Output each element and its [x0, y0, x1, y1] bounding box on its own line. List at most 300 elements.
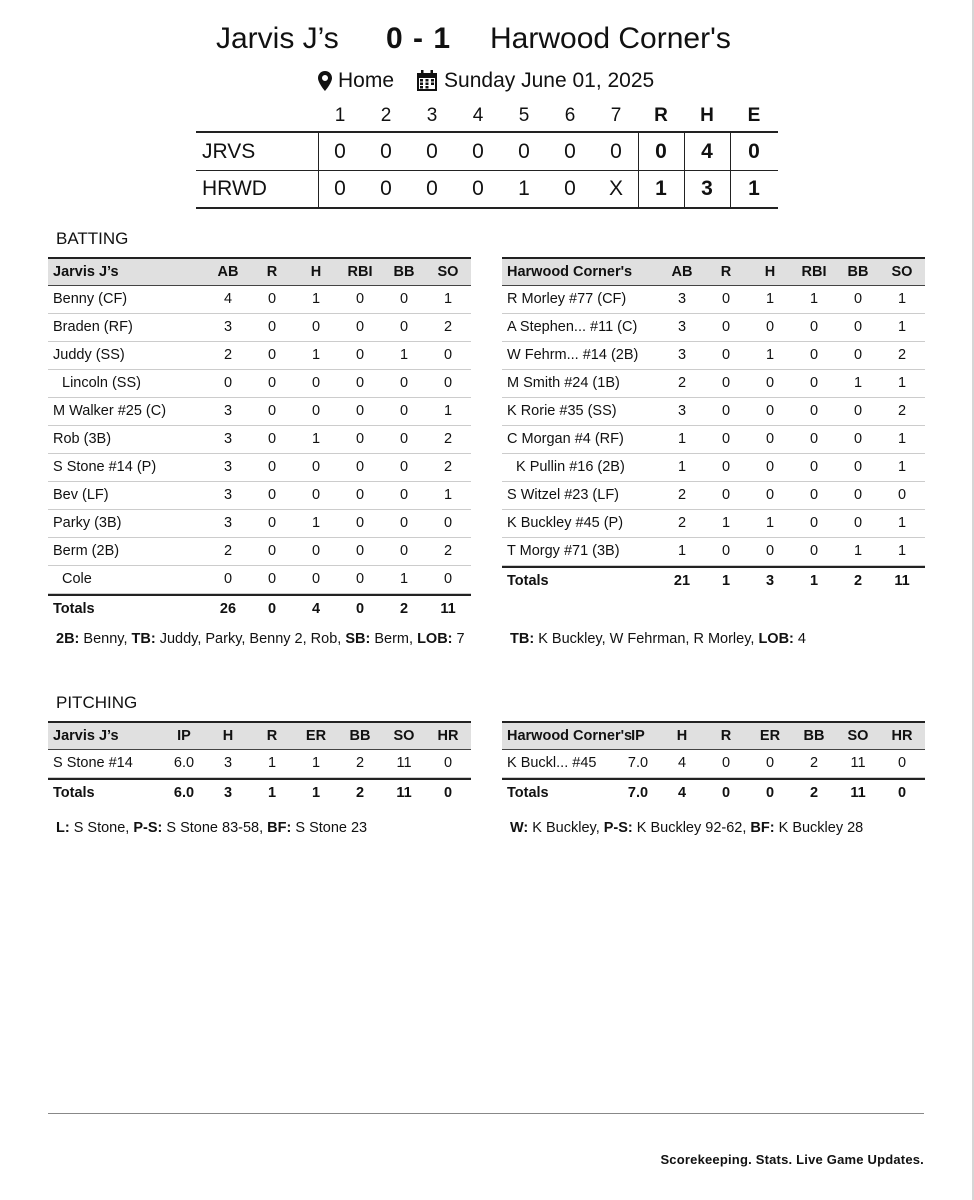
stat-cell: 0	[399, 515, 409, 531]
stat-cell: 0	[267, 291, 277, 307]
stat-cell: 1	[399, 571, 409, 587]
player-name: K Rorie #35 (SS)	[507, 403, 617, 419]
final-score: 0 - 1	[386, 22, 452, 55]
totals-label: Totals	[507, 785, 549, 801]
pitching-table-home	[502, 721, 925, 808]
stat-cell: 1	[765, 291, 775, 307]
column-header: BB	[393, 264, 415, 280]
pitching-notes-away	[56, 819, 476, 838]
stat-cell: 1	[443, 487, 453, 503]
stat-cell: 0	[765, 487, 775, 503]
stat-cell: 0	[721, 291, 731, 307]
column-header: R	[266, 264, 278, 280]
table-row	[48, 286, 471, 314]
stat-cell: 0	[267, 375, 277, 391]
game-meta	[318, 66, 654, 96]
stat-cell: 0	[765, 375, 775, 391]
total-cell: 3	[223, 785, 233, 801]
inning-score: 0	[426, 140, 438, 163]
stat-cell: 0	[809, 515, 819, 531]
stat-cell: 0	[721, 543, 731, 559]
stat-cell: 3	[677, 347, 687, 363]
column-header: ER	[759, 728, 781, 744]
note-text: 4	[793, 631, 806, 647]
table-row	[502, 398, 925, 426]
stat-cell: 2	[677, 487, 687, 503]
stat-cell: 0	[809, 487, 819, 503]
inning-score: 0	[334, 140, 346, 163]
stat-cell: 11	[396, 755, 412, 771]
totals-label: Totals	[507, 573, 549, 589]
table-header-row	[48, 257, 471, 286]
player-name: A Stephen... #11 (C)	[507, 319, 638, 335]
stat-cell: 0	[765, 755, 775, 771]
total-cell: 1	[809, 573, 819, 589]
stat-cell: 1	[677, 431, 687, 447]
stat-cell: 0	[721, 431, 731, 447]
stat-cell: 0	[809, 375, 819, 391]
player-name: Bev (LF)	[53, 487, 109, 503]
stat-cell: 0	[809, 431, 819, 447]
player-name: C Morgan #4 (RF)	[507, 431, 624, 447]
rhe-value: 3	[701, 177, 713, 200]
stat-cell: 0	[311, 375, 321, 391]
total-cell: 11	[396, 785, 412, 801]
total-cell: 21	[673, 573, 691, 589]
total-cell: 3	[765, 573, 775, 589]
stat-cell: 0	[721, 319, 731, 335]
total-cell: 1	[721, 573, 731, 589]
stat-cell: 0	[853, 291, 863, 307]
stat-cell: 3	[223, 487, 233, 503]
stat-cell: 0	[399, 431, 409, 447]
total-cell: 0	[443, 785, 453, 801]
player-name: K Buckley #45 (P)	[507, 515, 624, 531]
stat-cell: 2	[355, 755, 365, 771]
stat-cell: 7.0	[627, 755, 649, 771]
calendar-icon	[416, 70, 438, 92]
stat-cell: 1	[853, 375, 863, 391]
stat-cell: 1	[897, 459, 907, 475]
table-row	[48, 398, 471, 426]
stat-cell: 1	[443, 403, 453, 419]
stat-cell: 0	[809, 319, 819, 335]
stat-cell: 0	[853, 319, 863, 335]
team-column-header: Jarvis J’s	[53, 264, 119, 280]
stat-cell: 3	[223, 403, 233, 419]
inning-score: 0	[564, 140, 576, 163]
team-column-header: Harwood Corner's	[507, 264, 633, 280]
stat-cell: 0	[267, 403, 277, 419]
inning-score: 0	[380, 177, 392, 200]
inning-score: 0	[518, 140, 530, 163]
table-row	[48, 314, 471, 342]
stat-cell: 0	[853, 347, 863, 363]
stat-cell: 0	[765, 459, 775, 475]
column-header: H	[764, 264, 776, 280]
stat-cell: 0	[897, 755, 907, 771]
inning-score: 0	[610, 140, 622, 163]
inning-score: X	[608, 177, 623, 200]
stat-cell: 2	[677, 515, 687, 531]
note-text: Juddy, Parky, Benny 2, Rob,	[155, 631, 346, 647]
stat-cell: 1	[443, 291, 453, 307]
stat-cell: 0	[443, 347, 453, 363]
inning-header: R	[654, 105, 668, 126]
player-name: Cole	[62, 571, 92, 587]
stat-cell: 0	[853, 487, 863, 503]
inning-score: 1	[518, 177, 530, 200]
column-header: HR	[891, 728, 913, 744]
player-name: T Morgy #71 (3B)	[507, 543, 620, 559]
batting-title: BATTING	[56, 229, 129, 248]
stat-cell: 0	[721, 347, 731, 363]
total-cell: 2	[399, 601, 409, 617]
total-cell: 4	[311, 601, 321, 617]
stat-cell: 0	[443, 515, 453, 531]
column-header: IP	[631, 728, 645, 744]
map-pin-icon	[318, 71, 332, 91]
stat-cell: 0	[311, 571, 321, 587]
stat-cell: 1	[721, 515, 731, 531]
batting-notes-away	[56, 630, 476, 649]
away-team-name: Jarvis J’s	[216, 22, 339, 55]
stat-cell: 1	[897, 515, 907, 531]
stat-cell: 0	[355, 403, 365, 419]
stat-cell: 0	[311, 319, 321, 335]
total-cell: 1	[311, 785, 321, 801]
stat-cell: 0	[355, 571, 365, 587]
pitching-table-away	[48, 721, 471, 808]
stat-cell: 0	[267, 515, 277, 531]
table-row	[502, 538, 925, 566]
stat-cell: 2	[897, 347, 907, 363]
total-cell: 2	[809, 785, 819, 801]
stat-cell: 0	[267, 459, 277, 475]
column-header: H	[222, 728, 234, 744]
column-header: SO	[847, 728, 869, 744]
stat-cell: 0	[399, 319, 409, 335]
batting-table-away	[48, 257, 471, 624]
team-abbr: HRWD	[202, 177, 267, 200]
player-name: Braden (RF)	[53, 319, 133, 335]
note-label: LOB:	[758, 631, 794, 647]
total-cell: 11	[850, 785, 866, 801]
column-header: H	[676, 728, 688, 744]
stat-cell: 3	[223, 755, 233, 771]
stat-cell: 0	[355, 487, 365, 503]
stat-cell: 2	[223, 347, 233, 363]
column-header: SO	[891, 264, 913, 280]
player-name: Lincoln (SS)	[62, 375, 141, 391]
stat-cell: 1	[311, 755, 321, 771]
stat-cell: 0	[765, 319, 775, 335]
stat-cell: 0	[765, 403, 775, 419]
table-row	[502, 750, 925, 778]
footer-tagline: Scorekeeping. Stats. Live Game Updates.	[660, 1152, 924, 1167]
totals-row	[48, 594, 471, 624]
inning-score: 0	[472, 140, 484, 163]
team-abbr: JRVS	[202, 140, 256, 163]
stat-cell: 1	[677, 459, 687, 475]
player-name: Benny (CF)	[53, 291, 128, 307]
inning-header: 1	[334, 105, 346, 126]
player-name: R Morley #77 (CF)	[507, 291, 627, 307]
stat-cell: 2	[223, 543, 233, 559]
stat-cell: 0	[355, 375, 365, 391]
table-row	[48, 370, 471, 398]
stat-cell: 1	[897, 319, 907, 335]
stat-cell: 4	[223, 291, 233, 307]
total-cell: 4	[677, 785, 687, 801]
column-header: H	[310, 264, 322, 280]
table-row	[48, 750, 471, 778]
stat-cell: 0	[355, 347, 365, 363]
total-cell: 0	[765, 785, 775, 801]
inning-header: 4	[472, 105, 484, 126]
column-header: IP	[177, 728, 191, 744]
column-header: R	[266, 728, 278, 744]
stat-cell: 0	[311, 459, 321, 475]
line-score	[196, 105, 778, 209]
note-text: S Stone 23	[291, 820, 368, 836]
stat-cell: 0	[267, 487, 277, 503]
total-cell: 0	[721, 785, 731, 801]
stat-cell: 4	[677, 755, 687, 771]
stat-cell: 11	[850, 755, 866, 771]
stat-cell: 3	[223, 459, 233, 475]
stat-cell: 0	[399, 487, 409, 503]
column-header: RBI	[801, 264, 827, 280]
total-cell: 0	[897, 785, 907, 801]
player-name: S Stone #14	[53, 755, 133, 771]
inning-score: 0	[334, 177, 346, 200]
note-text: S Stone,	[69, 820, 134, 836]
stat-cell: 3	[223, 319, 233, 335]
table-row	[48, 510, 471, 538]
total-cell: 7.0	[627, 785, 649, 801]
stat-cell: 3	[223, 431, 233, 447]
team-column-header: Harwood Corner's	[507, 728, 633, 744]
stat-cell: 1	[897, 431, 907, 447]
player-name: M Walker #25 (C)	[53, 403, 167, 419]
table-row	[502, 342, 925, 370]
total-cell: 2	[355, 785, 365, 801]
inning-header: 2	[380, 105, 392, 126]
total-cell: 0	[355, 601, 365, 617]
line-score-grid	[196, 131, 778, 209]
stat-cell: 0	[355, 291, 365, 307]
stat-cell: 0	[765, 543, 775, 559]
inning-header: 3	[426, 105, 438, 126]
column-header: SO	[393, 728, 415, 744]
stat-cell: 0	[399, 459, 409, 475]
stat-cell: 1	[311, 291, 321, 307]
note-text: Benny,	[79, 631, 132, 647]
totals-row	[502, 566, 925, 596]
stat-cell: 1	[311, 347, 321, 363]
note-text: K Buckley 28	[774, 820, 864, 836]
stat-cell: 0	[853, 431, 863, 447]
stat-cell: 0	[721, 487, 731, 503]
rhe-value: 1	[655, 177, 667, 200]
stat-cell: 0	[399, 543, 409, 559]
stat-cell: 0	[809, 459, 819, 475]
stat-cell: 2	[897, 403, 907, 419]
note-label: LOB:	[417, 631, 453, 647]
stat-cell: 0	[267, 571, 277, 587]
stat-cell: 1	[897, 543, 907, 559]
totals-label: Totals	[53, 601, 95, 617]
stat-cell: 0	[399, 403, 409, 419]
totals-row	[502, 778, 925, 808]
inning-score: 0	[426, 177, 438, 200]
column-header: SO	[437, 264, 459, 280]
stat-cell: 1	[311, 515, 321, 531]
note-text: K Buckley, W Fehrman, R Morley,	[534, 631, 759, 647]
note-text: S Stone 83-58,	[162, 820, 268, 836]
stat-cell: 2	[677, 375, 687, 391]
home-team-name: Harwood Corner's	[490, 22, 731, 55]
table-row	[48, 566, 471, 594]
stat-cell: 1	[809, 291, 819, 307]
column-header: BB	[803, 728, 825, 744]
note-text: K Buckley,	[528, 820, 604, 836]
note-label: BF:	[267, 820, 292, 836]
rhe-value: 1	[748, 177, 760, 200]
stat-cell: 0	[443, 375, 453, 391]
stat-cell: 0	[267, 431, 277, 447]
stat-cell: 3	[677, 319, 687, 335]
stat-cell: 0	[765, 431, 775, 447]
rhe-value: 0	[748, 140, 760, 163]
table-row	[48, 454, 471, 482]
table-row	[502, 426, 925, 454]
inning-header: 7	[610, 105, 622, 126]
note-label: P-S:	[133, 820, 163, 836]
stat-cell: 2	[809, 755, 819, 771]
player-name: K Buckl... #45	[507, 755, 597, 771]
stat-cell: 2	[443, 459, 453, 475]
column-header: R	[720, 264, 732, 280]
stat-cell: 0	[809, 403, 819, 419]
stat-cell: 2	[443, 431, 453, 447]
table-row	[502, 314, 925, 342]
stat-cell: 0	[355, 543, 365, 559]
stat-cell: 0	[311, 487, 321, 503]
stat-cell: 0	[355, 459, 365, 475]
stat-cell: 0	[721, 375, 731, 391]
column-header: BB	[847, 264, 869, 280]
rhe-value: 0	[655, 140, 667, 163]
stat-cell: 1	[399, 347, 409, 363]
table-row	[502, 286, 925, 314]
stat-cell: 0	[897, 487, 907, 503]
game-header	[0, 22, 974, 62]
game-date: Sunday June 01, 2025	[444, 69, 655, 92]
stat-cell: 1	[897, 291, 907, 307]
column-header: AB	[217, 264, 239, 280]
stat-cell: 0	[809, 347, 819, 363]
note-label: 2B:	[56, 631, 80, 647]
stat-cell: 0	[721, 459, 731, 475]
player-name: Parky (3B)	[53, 515, 122, 531]
column-header: ER	[305, 728, 327, 744]
inning-header: 6	[564, 105, 576, 126]
stat-cell: 1	[765, 347, 775, 363]
stat-cell: 0	[399, 375, 409, 391]
table-header-row	[502, 721, 925, 750]
footer-divider	[48, 1113, 924, 1114]
note-label: BF:	[750, 820, 775, 836]
inning-header: E	[747, 105, 761, 126]
total-cell: 11	[894, 573, 910, 589]
inning-header: H	[700, 105, 714, 126]
table-row	[48, 426, 471, 454]
stat-cell: 0	[443, 571, 453, 587]
player-name: Rob (3B)	[53, 431, 112, 447]
location-label: Home	[338, 69, 395, 92]
column-header: RBI	[347, 264, 373, 280]
column-header: R	[720, 728, 732, 744]
stat-cell: 2	[443, 319, 453, 335]
stat-cell: 1	[677, 543, 687, 559]
note-text: K Buckley 92-62,	[632, 820, 751, 836]
line-score-row	[196, 133, 778, 171]
total-cell: 11	[440, 601, 456, 617]
stat-cell: 0	[223, 375, 233, 391]
stat-cell: 0	[399, 291, 409, 307]
player-name: Berm (2B)	[53, 543, 120, 559]
stat-cell: 0	[267, 319, 277, 335]
table-header-row	[48, 721, 471, 750]
batting-table-home	[502, 257, 925, 596]
stat-cell: 3	[677, 403, 687, 419]
stat-cell: 1	[765, 515, 775, 531]
stat-cell: 1	[267, 755, 277, 771]
column-header: HR	[437, 728, 459, 744]
pitching-notes-home	[510, 819, 930, 838]
stat-cell: 0	[721, 755, 731, 771]
total-cell: 1	[267, 785, 277, 801]
inning-score: 0	[380, 140, 392, 163]
stat-cell: 0	[853, 459, 863, 475]
inning-score: 0	[564, 177, 576, 200]
stat-cell: 1	[897, 375, 907, 391]
stat-cell: 0	[355, 431, 365, 447]
table-row	[48, 538, 471, 566]
table-row	[48, 342, 471, 370]
note-label: TB:	[131, 631, 156, 647]
stat-cell: 0	[853, 403, 863, 419]
stat-cell: 1	[311, 431, 321, 447]
batting-notes-home	[510, 630, 910, 649]
table-row	[48, 482, 471, 510]
totals-label: Totals	[53, 785, 95, 801]
player-name: Juddy (SS)	[53, 347, 125, 363]
stat-cell: 0	[355, 319, 365, 335]
stat-cell: 0	[443, 755, 453, 771]
column-header: BB	[349, 728, 371, 744]
column-header: AB	[671, 264, 693, 280]
stat-cell: 1	[853, 543, 863, 559]
line-score-header	[196, 105, 778, 131]
rhe-value: 4	[701, 140, 713, 163]
note-text: 7	[452, 631, 465, 647]
inning-header: 5	[518, 105, 530, 126]
stat-cell: 0	[721, 403, 731, 419]
total-cell: 6.0	[173, 785, 195, 801]
